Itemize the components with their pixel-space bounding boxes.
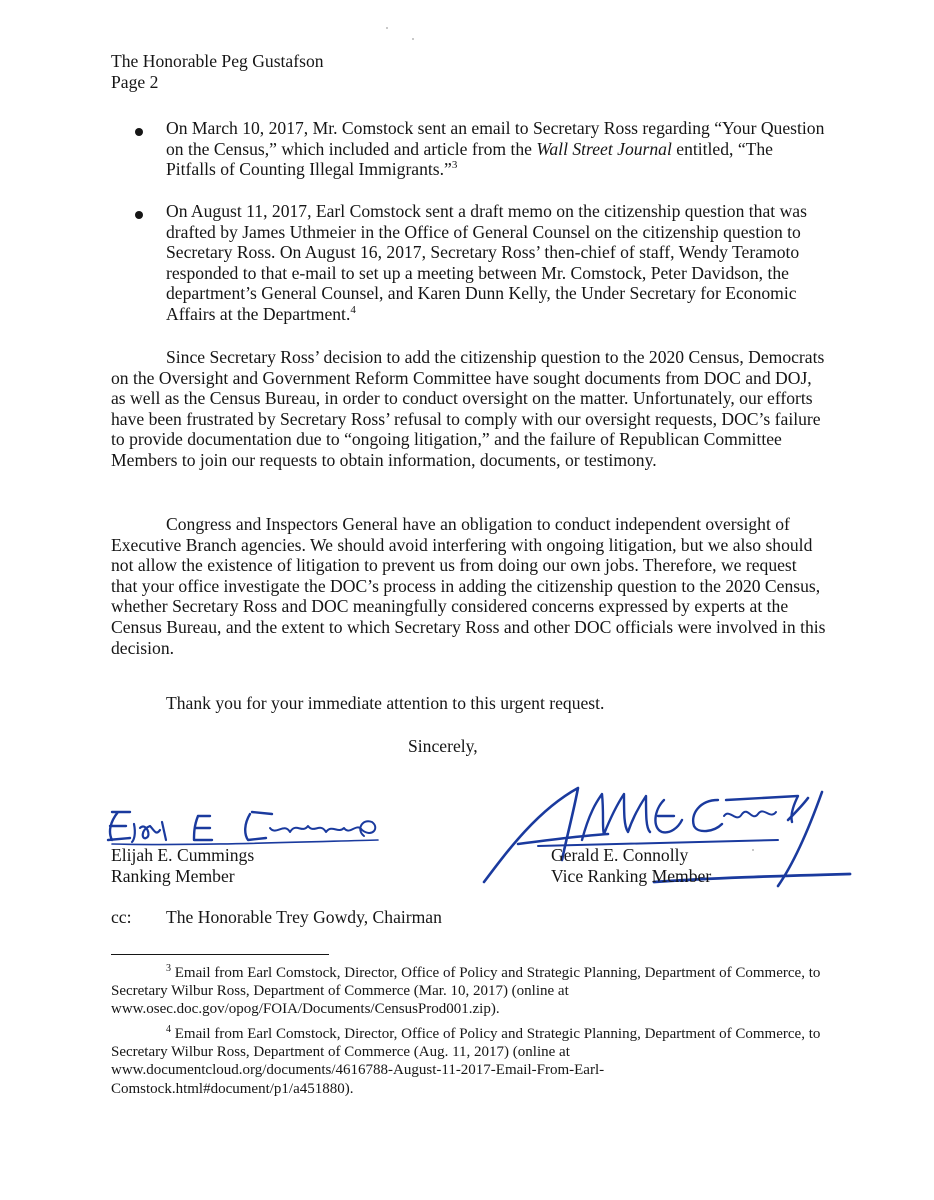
signer-title: Vice Ranking Member — [551, 866, 712, 886]
signature-cummings — [100, 800, 390, 850]
recipient-line: The Honorable Peg Gustafson — [111, 51, 324, 71]
signer-title: Ranking Member — [111, 866, 235, 886]
footnote-divider — [111, 954, 329, 955]
bullet-text: On March 10, 2017, Mr. Comstock sent an email to Secretary Ross regarding “Your Question on the Census,” which included and article from the — [166, 118, 825, 159]
bullet-item — [166, 118, 826, 180]
signer-connolly-block — [551, 845, 711, 887]
page-number: Page 2 — [111, 72, 159, 92]
bullet-text: On August 11, 2017, Earl Comstock sent a draft memo on the citizenship question that was drafted by James Uthmeier in the Office of General Counsel on the citizenship question to Secretary Ross. On August 16, 2017, Secretary Ross’ then-chief of staff, Wendy Teramoto responded to that e-mail to set up a meeting between Mr. Comstock, Peter Davidson, the department’s General Counsel, and Karen Dunn Kelly, the Under Secretary for Economic Affairs at the Department. — [166, 201, 807, 324]
scan-speck — [412, 38, 414, 40]
bullet-marker — [135, 211, 143, 219]
footnote-text: Email from Earl Comstock, Director, Office of Policy and Strategic Planning, Department of Commerce, to Secretary Wilbur Ross, Department of Commerce (Mar. 10, 2017) (online at www.osec.doc.gov/opog/FOIA/Documents/CensusProd001.zip). — [111, 965, 821, 1018]
publication-title: Wall Street Journal — [536, 138, 672, 159]
letter-header — [111, 51, 324, 93]
bullet-marker — [135, 128, 143, 136]
body-paragraph: Since Secretary Ross’ decision to add the citizenship question to the 2020 Census, Democrats on the Oversight and Government Reform Committee have sought documents from DOC and DOJ, as well as the Census Bureau, in order to conduct oversight on the matter. Unfortunately, our efforts have been frustrated by Secretary Ross’ refusal to comply with our oversight requests, DOC’s failure to provide documentation due to “ongoing litigation,” and the failure of Republican Committee Members to join our requests to obtain information, documents, or testimony. — [111, 347, 825, 470]
bullet-text: entitled, “The Pitfalls of Counting Illegal Immigrants.” — [166, 138, 773, 180]
signer-name: Elijah E. Cummings — [111, 845, 255, 865]
footnote-ref: 3 — [451, 159, 458, 172]
bullet-item — [166, 201, 826, 325]
sign-off: Sincerely, — [408, 736, 478, 756]
footnote — [111, 964, 826, 1019]
signer-name: Gerald E. Connolly — [551, 845, 689, 865]
cc-label: cc: — [111, 907, 132, 927]
body-paragraph: Congress and Inspectors General have an obligation to conduct independent oversight of Executive Branch agencies. We should avoid interfering with ongoing litigation, but we also should not allow the existence of litigation to prevent us from doing our own jobs. Therefore, we request that your office investigate the DOC’s process in adding the citizenship question to the 2020 Census, whether Secretary Ross and DOC meaningfully considered concerns expressed by experts at the Census Bureau, and the extent to which Secretary Ross and other DOC officials were involved in this decision. — [111, 514, 826, 658]
footnote-number: 3 — [166, 963, 171, 974]
footnote-number: 4 — [166, 1024, 171, 1035]
footnote — [111, 1025, 826, 1098]
scan-speck — [386, 27, 388, 29]
signer-cummings-block — [111, 845, 254, 887]
cc-recipient: The Honorable Trey Gowdy, Chairman — [166, 907, 442, 927]
footnote-text: Email from Earl Comstock, Director, Office of Policy and Strategic Planning, Department of Commerce, to Secretary Wilbur Ross, Department of Commerce (Aug. 11, 2017) (online at www.documentcloud.org/documents/4616788-August-11-2017-Email-From-Earl-Comstock.html#document/p1/a451880). — [111, 1026, 821, 1097]
closing-line: Thank you for your immediate attention to this urgent request. — [166, 693, 605, 713]
footnote-ref: 4 — [350, 304, 356, 317]
